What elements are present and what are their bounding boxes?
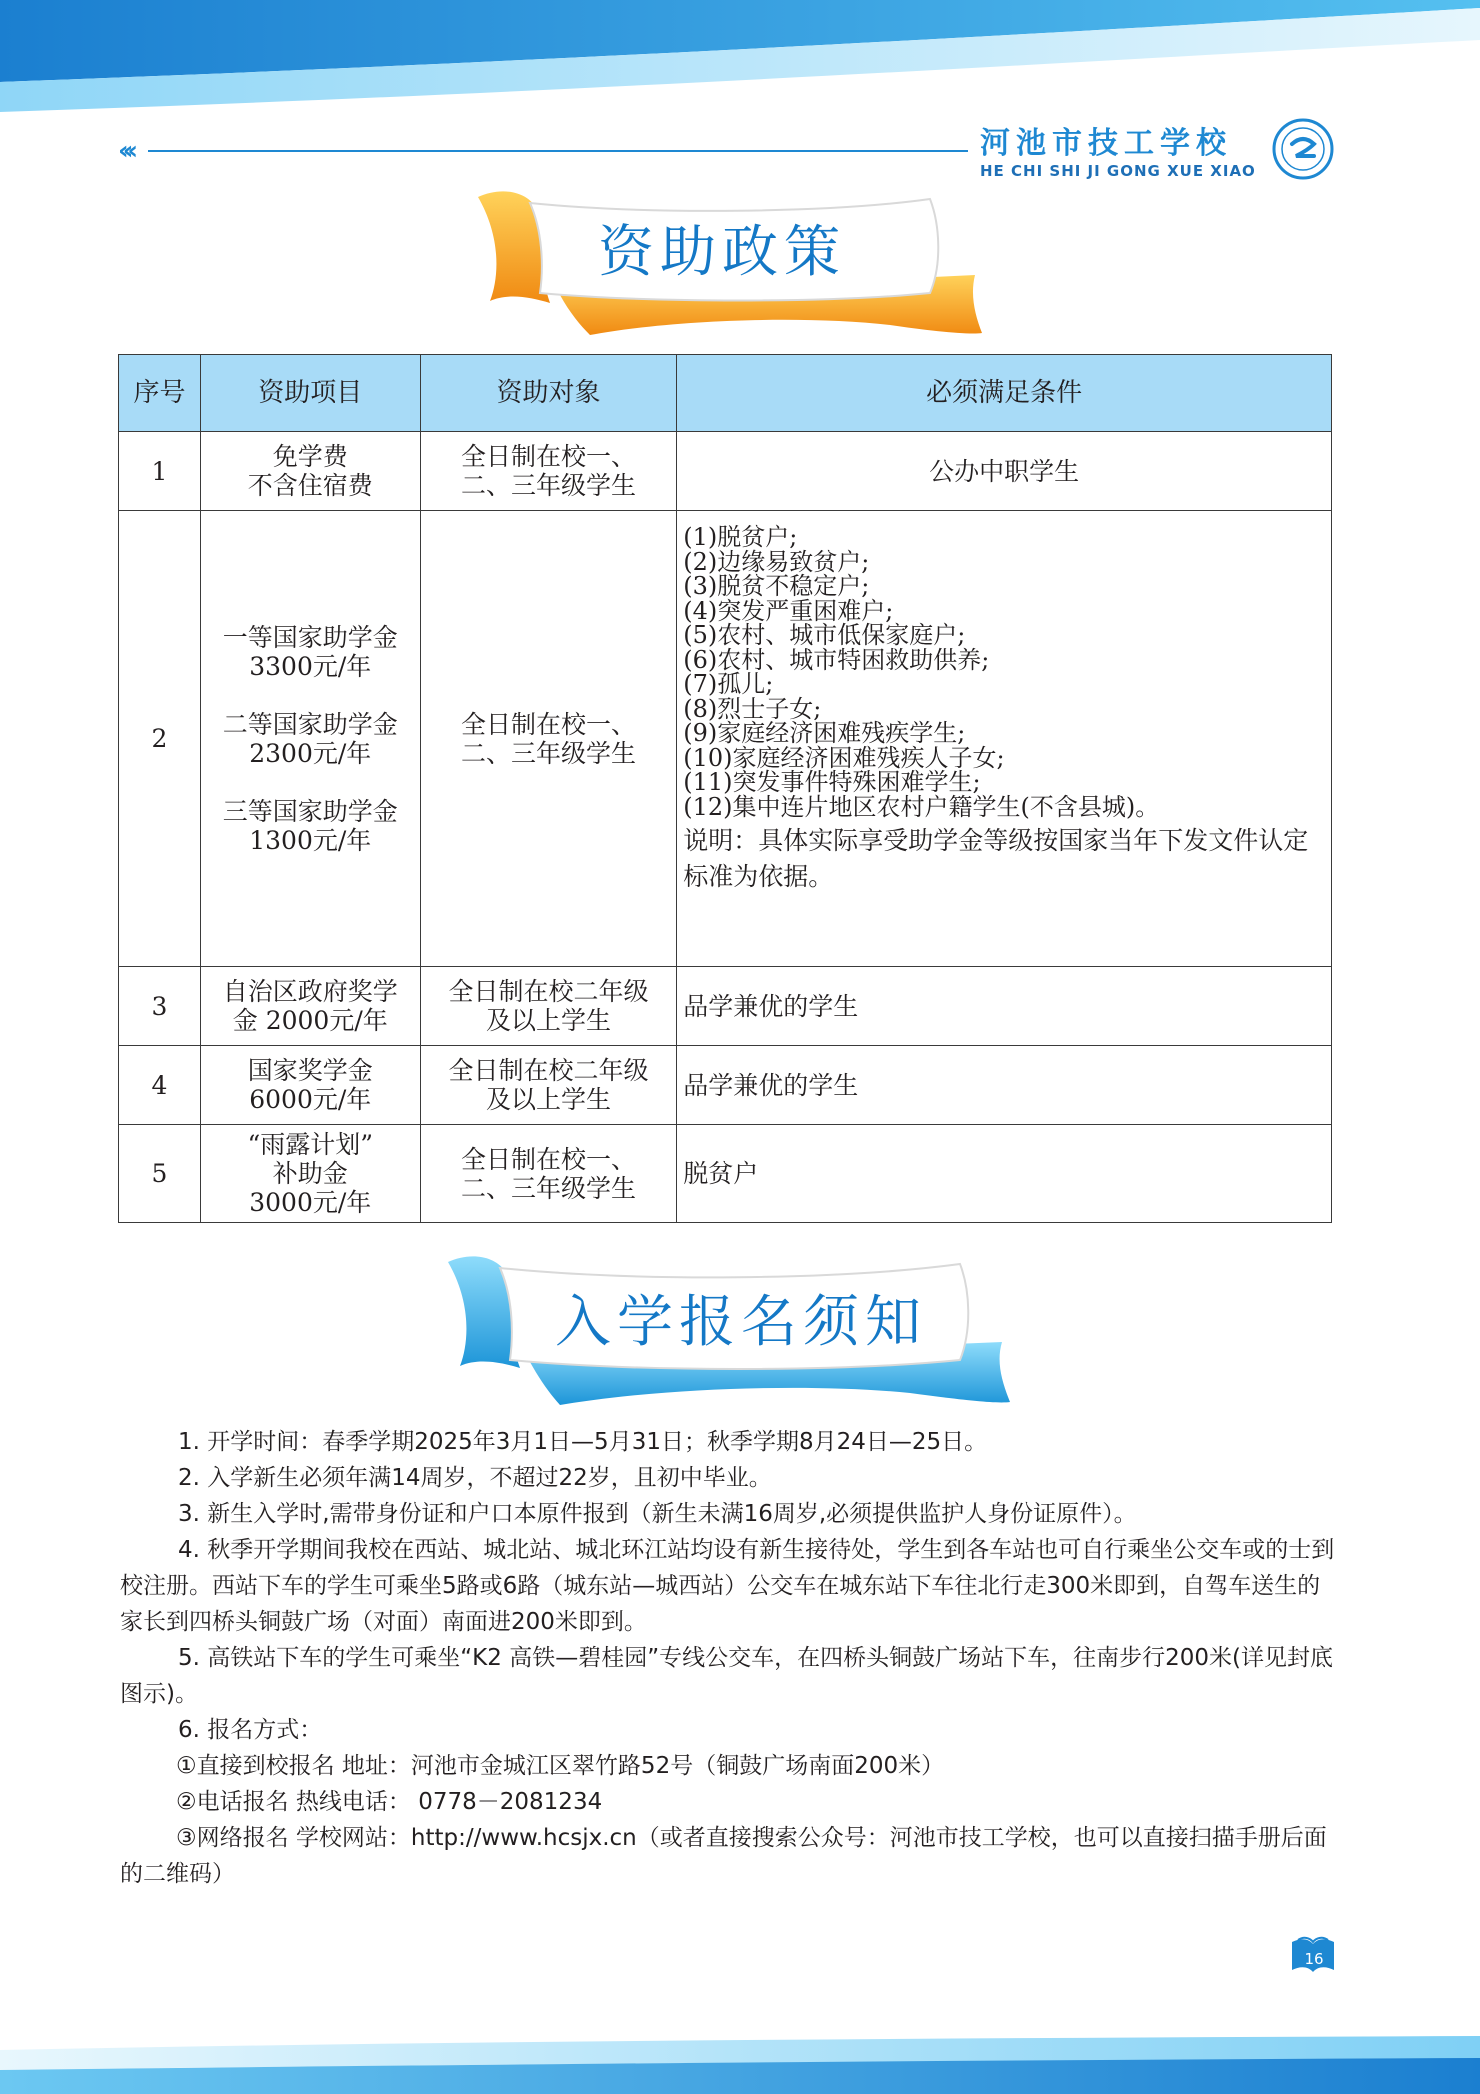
header-no: 序号 <box>119 355 201 432</box>
page-number: 16 <box>1304 1950 1324 1968</box>
note-item: 1. 开学时间：春季学期2025年3月1日—5月31日；秋季学期8月24日—25日。 <box>178 1429 988 1455</box>
condition-item: (5)农村、城市低保家庭户; <box>683 621 966 649</box>
project-line: 3300元/年 <box>249 651 372 681</box>
row-project <box>200 1046 420 1125</box>
target-line: 全日制在校一、 <box>460 1144 636 1174</box>
top-decorative-band <box>0 0 1480 125</box>
target-line: 全日制在校一、 <box>460 442 636 471</box>
header-target: 资助对象 <box>420 355 677 432</box>
school-name-en: HE CHI SHI JI GONG XUE XIAO <box>980 162 1256 180</box>
project-line: “雨露计划” <box>247 1130 374 1159</box>
admission-notes <box>120 1424 1336 1892</box>
row-project <box>200 432 420 511</box>
project-line: 金 2000元/年 <box>232 1006 388 1035</box>
enroll-method-phone: ②电话报名 热线电话： 0778－2081234 <box>176 1789 603 1815</box>
row-target <box>420 1125 677 1223</box>
header-project: 资助项目 <box>200 355 420 432</box>
condition-item: (12)集中连片地区农村户籍学生(不含县城)。 <box>683 792 1160 821</box>
table-row <box>119 511 1332 967</box>
note-item: 5. 高铁站下车的学生可乘坐“K2 高铁—碧桂园”专线公交车，在四桥头铜鼓广场站下车，往南步行200米(详见封底图示)。 <box>120 1645 1333 1707</box>
condition-item: (7)孤儿; <box>683 670 774 698</box>
header-condition: 必须满足条件 <box>677 355 1332 432</box>
note-item: 2. 入学新生必须年满14周岁，不超过22岁，且初中毕业。 <box>178 1465 772 1491</box>
row-target <box>420 432 677 511</box>
condition-item: (4)突发严重困难户; <box>683 596 894 625</box>
project-line: 免学费 <box>272 442 348 471</box>
target-line: 及以上学生 <box>485 1006 611 1035</box>
target-line: 二、三年级学生 <box>460 738 636 768</box>
table-row <box>119 1046 1332 1125</box>
row-condition: 品学兼优的学生 <box>677 1046 1332 1125</box>
chevrons-icon: ‹‹‹ <box>118 136 133 166</box>
target-line: 二、三年级学生 <box>460 471 636 500</box>
note-item: 3. 新生入学时,需带身份证和户口本原件报到（新生未满16周岁,必须提供监护人身份证原件）。 <box>178 1501 1137 1527</box>
note-item: 6. 报名方式： <box>178 1717 323 1743</box>
project-line: 3000元/年 <box>249 1188 372 1217</box>
condition-note: 说明：具体实际享受助学金等级按国家当年下发文件认定标准为依据。 <box>683 826 1309 891</box>
policy-table <box>118 354 1332 1223</box>
condition-item: (1)脱贫户; <box>683 523 798 551</box>
row-condition: 品学兼优的学生 <box>677 967 1332 1046</box>
project-line: 一等国家助学金 <box>222 622 398 652</box>
row-project <box>200 511 420 967</box>
policy-title: 资助政策 <box>598 220 846 285</box>
target-line: 全日制在校二年级 <box>448 1056 649 1085</box>
project-line: 三等国家助学金 <box>222 796 398 826</box>
row-no: 5 <box>119 1125 201 1223</box>
project-line: 自治区政府奖学 <box>222 977 398 1006</box>
target-line: 及以上学生 <box>485 1085 611 1114</box>
project-line: 补助金 <box>272 1159 348 1188</box>
enroll-method-onsite: ①直接到校报名 地址：河池市金城江区翠竹路52号（铜鼓广场南面200米） <box>176 1753 945 1779</box>
condition-item: (3)脱贫不稳定户; <box>683 572 870 600</box>
table-row <box>119 967 1332 1046</box>
condition-item: (9)家庭经济困难残疾学生; <box>683 719 966 747</box>
table-header-row <box>119 355 1332 432</box>
condition-item: (2)边缘易致贫户; <box>683 547 870 576</box>
row-target <box>420 511 677 967</box>
target-line: 二、三年级学生 <box>460 1173 636 1203</box>
header-divider <box>148 150 968 152</box>
condition-item: (6)农村、城市特困救助供养; <box>683 645 990 674</box>
enroll-method-online: ③网络报名 学校网站：http://www.hcsjx.cn（或者直接搜索公众号：河池市技工学校，也可以直接扫描手册后面的二维码） <box>120 1825 1327 1887</box>
row-no: 4 <box>119 1046 201 1125</box>
note-item: 4. 秋季开学期间我校在西站、城北站、城北环江站均设有新生接待处，学生到各车站也可自行乘坐公交车或的士到校注册。西站下车的学生可乘坐5路或6路（城东站—城西站）公交车在城东站下车往北行走300米即到，自驾车送生的家长到四桥头铜鼓广场（对面）南面进200米即到。 <box>120 1537 1335 1635</box>
row-target <box>420 967 677 1046</box>
row-target <box>420 1046 677 1125</box>
table-row <box>119 1125 1332 1223</box>
bottom-decorative-band <box>0 2036 1480 2094</box>
target-line: 全日制在校一、 <box>460 709 636 739</box>
row-condition <box>677 511 1332 967</box>
project-line: 二等国家助学金 <box>222 709 398 739</box>
row-condition: 公办中职学生 <box>677 432 1332 511</box>
target-line: 全日制在校二年级 <box>448 977 649 1006</box>
condition-item: (8)烈士子女; <box>683 694 822 723</box>
project-line: 2300元/年 <box>249 738 372 768</box>
admission-title: 入学报名须知 <box>555 1290 927 1355</box>
table-row <box>119 432 1332 511</box>
condition-item: (11)突发事件特殊困难学生; <box>683 768 981 796</box>
project-line: 1300元/年 <box>249 825 372 855</box>
condition-item: (10)家庭经济困难残疾人子女; <box>683 743 1005 772</box>
project-line: 国家奖学金 <box>247 1056 373 1085</box>
project-line: 6000元/年 <box>249 1085 372 1114</box>
row-project <box>200 1125 420 1223</box>
row-project <box>200 967 420 1046</box>
school-name-cn: 河池市技工学校 <box>980 126 1232 161</box>
row-condition: 脱贫户 <box>677 1125 1332 1223</box>
row-no: 1 <box>119 432 201 511</box>
condition-list <box>683 525 1325 819</box>
school-logo-icon <box>1272 118 1334 180</box>
project-line: 不含住宿费 <box>247 471 373 500</box>
row-no: 3 <box>119 967 201 1046</box>
row-no: 2 <box>119 511 201 967</box>
